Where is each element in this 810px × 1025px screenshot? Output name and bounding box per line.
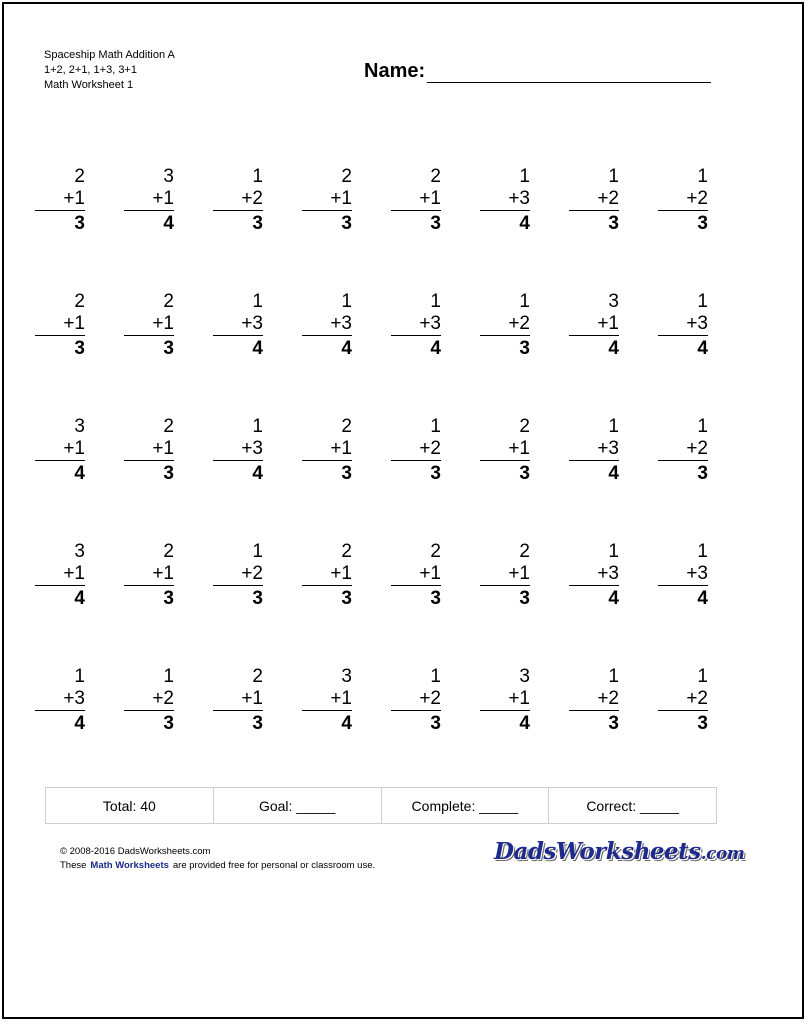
- addend-bottom: +1: [569, 313, 619, 336]
- problem: [569, 291, 619, 360]
- addend-top: 3: [74, 541, 85, 562]
- addend-bottom: +1: [302, 563, 352, 586]
- addend-bottom: +1: [124, 563, 174, 586]
- sum: 4: [519, 213, 530, 234]
- addend-top: 2: [519, 416, 530, 437]
- addend-top: 1: [430, 291, 441, 312]
- problem: [569, 166, 619, 235]
- addend-bottom: +2: [658, 688, 708, 711]
- sum: 4: [608, 463, 619, 484]
- problem: [480, 666, 530, 735]
- stats-total: Total: 40: [46, 788, 214, 823]
- sum: 3: [341, 463, 352, 484]
- addend-bottom: +1: [35, 188, 85, 211]
- problem: [35, 666, 85, 735]
- problem: [658, 416, 708, 485]
- sum: 3: [697, 463, 708, 484]
- addend-bottom: +1: [35, 563, 85, 586]
- sum: 4: [74, 588, 85, 609]
- sum: 4: [341, 338, 352, 359]
- addend-bottom: +1: [302, 438, 352, 461]
- problem: [213, 291, 263, 360]
- addend-top: 3: [163, 166, 174, 187]
- addend-bottom: +3: [658, 313, 708, 336]
- addend-bottom: +2: [658, 438, 708, 461]
- problem: [124, 166, 174, 235]
- problem: [35, 166, 85, 235]
- problem: [658, 666, 708, 735]
- addend-bottom: +3: [391, 313, 441, 336]
- addend-top: 1: [697, 666, 708, 687]
- addend-top: 2: [74, 291, 85, 312]
- addend-top: 3: [74, 416, 85, 437]
- addend-bottom: +1: [302, 188, 352, 211]
- sum: 3: [163, 463, 174, 484]
- addend-bottom: +3: [213, 313, 263, 336]
- addend-bottom: +3: [569, 438, 619, 461]
- addend-top: 2: [341, 416, 352, 437]
- addend-bottom: +1: [480, 688, 530, 711]
- logo-brand: Dads: [494, 838, 556, 865]
- footer: [60, 845, 375, 873]
- sum: 4: [163, 213, 174, 234]
- addend-bottom: +3: [480, 188, 530, 211]
- addend-top: 1: [252, 541, 263, 562]
- addend-top: 3: [608, 291, 619, 312]
- sum: 3: [519, 338, 530, 359]
- sum: 4: [252, 463, 263, 484]
- problem: [391, 666, 441, 735]
- problem: [302, 166, 352, 235]
- addend-bottom: +1: [213, 688, 263, 711]
- sum: 3: [74, 213, 85, 234]
- sum: 3: [163, 588, 174, 609]
- usage-note: [60, 859, 375, 873]
- problem: [391, 416, 441, 485]
- sum: 3: [163, 338, 174, 359]
- addend-bottom: +3: [213, 438, 263, 461]
- usage-suffix: are provided free for personal or classroom use.: [172, 860, 376, 871]
- problem: [302, 416, 352, 485]
- sum: 4: [430, 338, 441, 359]
- sum: 3: [252, 213, 263, 234]
- sum: 4: [697, 338, 708, 359]
- addend-top: 1: [697, 541, 708, 562]
- sum: 4: [519, 713, 530, 734]
- addend-top: 2: [163, 541, 174, 562]
- addend-bottom: +1: [35, 438, 85, 461]
- stats-bar: [45, 787, 717, 824]
- addend-top: 1: [697, 416, 708, 437]
- sum: 4: [608, 588, 619, 609]
- addend-bottom: +2: [569, 188, 619, 211]
- worksheet-facts: 1+2, 2+1, 1+3, 3+1: [44, 64, 137, 76]
- addend-bottom: +3: [302, 313, 352, 336]
- addend-top: 3: [341, 666, 352, 687]
- sum: 4: [608, 338, 619, 359]
- addend-top: 1: [163, 666, 174, 687]
- addend-top: 1: [697, 291, 708, 312]
- addend-top: 1: [608, 666, 619, 687]
- problem: [569, 416, 619, 485]
- sum: 4: [74, 463, 85, 484]
- sum: 3: [519, 588, 530, 609]
- stats-complete: Complete: _____: [382, 788, 550, 823]
- addend-bottom: +1: [35, 313, 85, 336]
- problem: [124, 666, 174, 735]
- sum: 3: [163, 713, 174, 734]
- addend-bottom: +3: [658, 563, 708, 586]
- sum: 3: [430, 213, 441, 234]
- problem: [302, 541, 352, 610]
- addend-bottom: +1: [124, 438, 174, 461]
- sum: 3: [341, 213, 352, 234]
- problem: [213, 666, 263, 735]
- problem: [391, 541, 441, 610]
- sum: 3: [697, 213, 708, 234]
- sum: 4: [74, 713, 85, 734]
- copyright: © 2008-2016 DadsWorksheets.com: [60, 846, 211, 857]
- problem: [480, 166, 530, 235]
- problem: [124, 416, 174, 485]
- addend-top: 2: [163, 291, 174, 312]
- problem: [391, 291, 441, 360]
- problem: [391, 166, 441, 235]
- logo-domain: .com: [700, 844, 745, 864]
- addend-top: 1: [519, 291, 530, 312]
- addend-top: 1: [608, 166, 619, 187]
- addend-bottom: +3: [35, 688, 85, 711]
- addend-bottom: +1: [391, 188, 441, 211]
- addend-bottom: +1: [124, 313, 174, 336]
- addend-bottom: +3: [569, 563, 619, 586]
- addend-bottom: +2: [124, 688, 174, 711]
- addend-bottom: +2: [213, 563, 263, 586]
- addend-bottom: +2: [658, 188, 708, 211]
- addend-bottom: +1: [302, 688, 352, 711]
- addend-top: 2: [252, 666, 263, 687]
- sum: 3: [430, 713, 441, 734]
- sum: 4: [341, 713, 352, 734]
- addend-top: 1: [430, 666, 441, 687]
- addend-top: 1: [608, 416, 619, 437]
- sum: 3: [430, 463, 441, 484]
- usage-prefix: These: [60, 860, 87, 871]
- addend-top: 2: [519, 541, 530, 562]
- addend-bottom: +2: [480, 313, 530, 336]
- addend-bottom: +2: [569, 688, 619, 711]
- problem: [658, 291, 708, 360]
- problem: [35, 291, 85, 360]
- math-worksheets-link[interactable]: Math Worksheets: [90, 860, 169, 871]
- addend-bottom: +1: [480, 438, 530, 461]
- problem: [480, 416, 530, 485]
- worksheet-title: Spaceship Math Addition A: [44, 49, 175, 61]
- addend-top: 1: [519, 166, 530, 187]
- addend-top: 1: [252, 416, 263, 437]
- addend-top: 2: [341, 541, 352, 562]
- addend-top: 1: [252, 166, 263, 187]
- addend-top: 3: [519, 666, 530, 687]
- problem: [302, 291, 352, 360]
- problem: [480, 541, 530, 610]
- stats-correct: Correct: _____: [586, 797, 679, 814]
- addend-bottom: +2: [391, 688, 441, 711]
- name-label: Name:: [364, 60, 426, 82]
- addend-bottom: +1: [391, 563, 441, 586]
- problem: [124, 541, 174, 610]
- problem: [658, 166, 708, 235]
- worksheet-number: Math Worksheet 1: [44, 79, 134, 91]
- addend-bottom: +2: [391, 438, 441, 461]
- problem: [35, 416, 85, 485]
- problem: [213, 541, 263, 610]
- addend-top: 2: [163, 416, 174, 437]
- problem: [569, 666, 619, 735]
- sum: 3: [252, 588, 263, 609]
- addend-top: 1: [252, 291, 263, 312]
- addend-top: 1: [697, 166, 708, 187]
- problem: [302, 666, 352, 735]
- problem: [658, 541, 708, 610]
- sum: 3: [430, 588, 441, 609]
- sum: 3: [252, 713, 263, 734]
- addend-top: 1: [430, 416, 441, 437]
- sum: 3: [608, 213, 619, 234]
- stats-goal: Goal: _____: [214, 788, 382, 823]
- addend-top: 2: [74, 166, 85, 187]
- sum: 4: [697, 588, 708, 609]
- sum: 3: [74, 338, 85, 359]
- addend-top: 1: [341, 291, 352, 312]
- problem: [569, 541, 619, 610]
- addend-bottom: +1: [480, 563, 530, 586]
- dadsworksheets-logo: [494, 838, 744, 865]
- problem: [213, 166, 263, 235]
- addend-top: 2: [430, 541, 441, 562]
- sum: 3: [341, 588, 352, 609]
- sum: 3: [608, 713, 619, 734]
- addend-top: 1: [608, 541, 619, 562]
- addend-bottom: +2: [213, 188, 263, 211]
- sum: 3: [697, 713, 708, 734]
- sum: 4: [252, 338, 263, 359]
- sum: 3: [519, 463, 530, 484]
- addend-top: 2: [430, 166, 441, 187]
- problem: [35, 541, 85, 610]
- problem: [213, 416, 263, 485]
- problem: [480, 291, 530, 360]
- addend-top: 2: [341, 166, 352, 187]
- addend-bottom: +1: [124, 188, 174, 211]
- logo-rest: Worksheets: [555, 838, 701, 865]
- problem: [124, 291, 174, 360]
- addend-top: 1: [74, 666, 85, 687]
